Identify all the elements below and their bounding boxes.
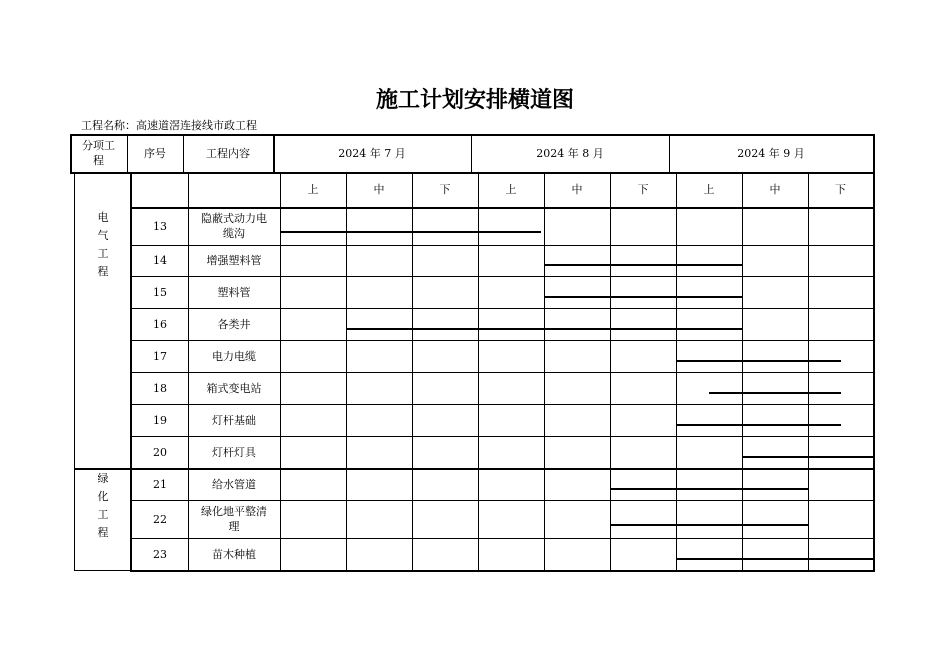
group-label-char: 程 bbox=[97, 526, 109, 539]
schedule-bar bbox=[280, 231, 541, 233]
row-content: 箱式变电站 bbox=[206, 381, 262, 395]
row-seq: 20 bbox=[153, 445, 167, 459]
group-label-char: 电 bbox=[97, 211, 109, 224]
grid-line bbox=[742, 172, 743, 570]
group-label-char: 气 bbox=[97, 229, 109, 242]
header-month: 2024 年 8 月 bbox=[536, 146, 604, 160]
group-label-char: 工 bbox=[97, 247, 109, 260]
schedule-bar bbox=[610, 488, 808, 490]
grid-line bbox=[544, 172, 545, 570]
group-label-char: 工 bbox=[97, 508, 109, 521]
group-label-char: 化 bbox=[97, 490, 109, 503]
row-seq: 21 bbox=[153, 477, 167, 491]
schedule-bar bbox=[676, 360, 841, 362]
header-period: 中 bbox=[571, 183, 583, 196]
project-name: 工程名称：高速道滘连接线市政工程 bbox=[81, 119, 257, 132]
grid-line bbox=[808, 172, 809, 570]
grid-line bbox=[610, 172, 611, 570]
page-title: 施工计划安排横道图 bbox=[375, 87, 574, 113]
schedule-bar bbox=[709, 392, 841, 394]
schedule-bar bbox=[346, 328, 742, 330]
schedule-bar bbox=[742, 456, 873, 458]
row-content: 绿化地平整清理 bbox=[201, 505, 267, 533]
header-month: 2024 年 9 月 bbox=[737, 146, 805, 160]
header-category: 分项工程 bbox=[82, 139, 115, 167]
row-content: 隐蔽式动力电缆沟 bbox=[201, 212, 267, 240]
row-seq: 16 bbox=[153, 317, 167, 331]
header-period: 上 bbox=[505, 183, 517, 196]
header-seq: 序号 bbox=[144, 146, 166, 160]
header-period: 下 bbox=[637, 183, 649, 196]
header-month: 2024 年 7 月 bbox=[338, 146, 406, 160]
row-seq: 14 bbox=[153, 254, 167, 267]
row-seq: 23 bbox=[153, 547, 167, 561]
group-label-char: 程 bbox=[97, 265, 109, 278]
row-seq: 17 bbox=[153, 349, 167, 363]
header-period: 中 bbox=[373, 183, 385, 196]
row-content: 灯杆灯具 bbox=[212, 445, 256, 459]
header-period: 下 bbox=[439, 183, 451, 196]
header-period: 上 bbox=[307, 183, 319, 196]
row-seq: 22 bbox=[153, 512, 167, 526]
header-content: 工程内容 bbox=[206, 146, 250, 160]
schedule-bar bbox=[544, 264, 742, 266]
header-period: 上 bbox=[703, 183, 715, 196]
grid-line bbox=[873, 134, 875, 172]
row-content: 电力电缆 bbox=[212, 349, 256, 363]
grid-line bbox=[676, 172, 677, 570]
row-seq: 19 bbox=[153, 413, 167, 427]
row-content: 塑料管 bbox=[217, 285, 251, 299]
grid-line bbox=[130, 570, 875, 572]
row-content: 给水管道 bbox=[212, 477, 256, 491]
grid-line bbox=[873, 172, 875, 570]
schedule-bar bbox=[610, 524, 808, 526]
header-period: 中 bbox=[769, 183, 781, 196]
group-label-char: 绿 bbox=[97, 472, 109, 485]
row-seq: 18 bbox=[153, 381, 167, 395]
schedule-bar bbox=[676, 558, 873, 560]
grid-line bbox=[74, 172, 75, 570]
row-seq: 13 bbox=[153, 219, 167, 233]
schedule-bar bbox=[544, 296, 742, 298]
row-content: 各类井 bbox=[217, 317, 251, 331]
row-content: 苗木种植 bbox=[212, 547, 256, 561]
grid-line bbox=[74, 570, 130, 571]
row-content: 增强塑料管 bbox=[206, 254, 262, 267]
row-seq: 15 bbox=[153, 285, 167, 299]
row-content: 灯杆基础 bbox=[212, 413, 256, 427]
schedule-bar bbox=[676, 424, 841, 426]
header-period: 下 bbox=[835, 183, 846, 196]
